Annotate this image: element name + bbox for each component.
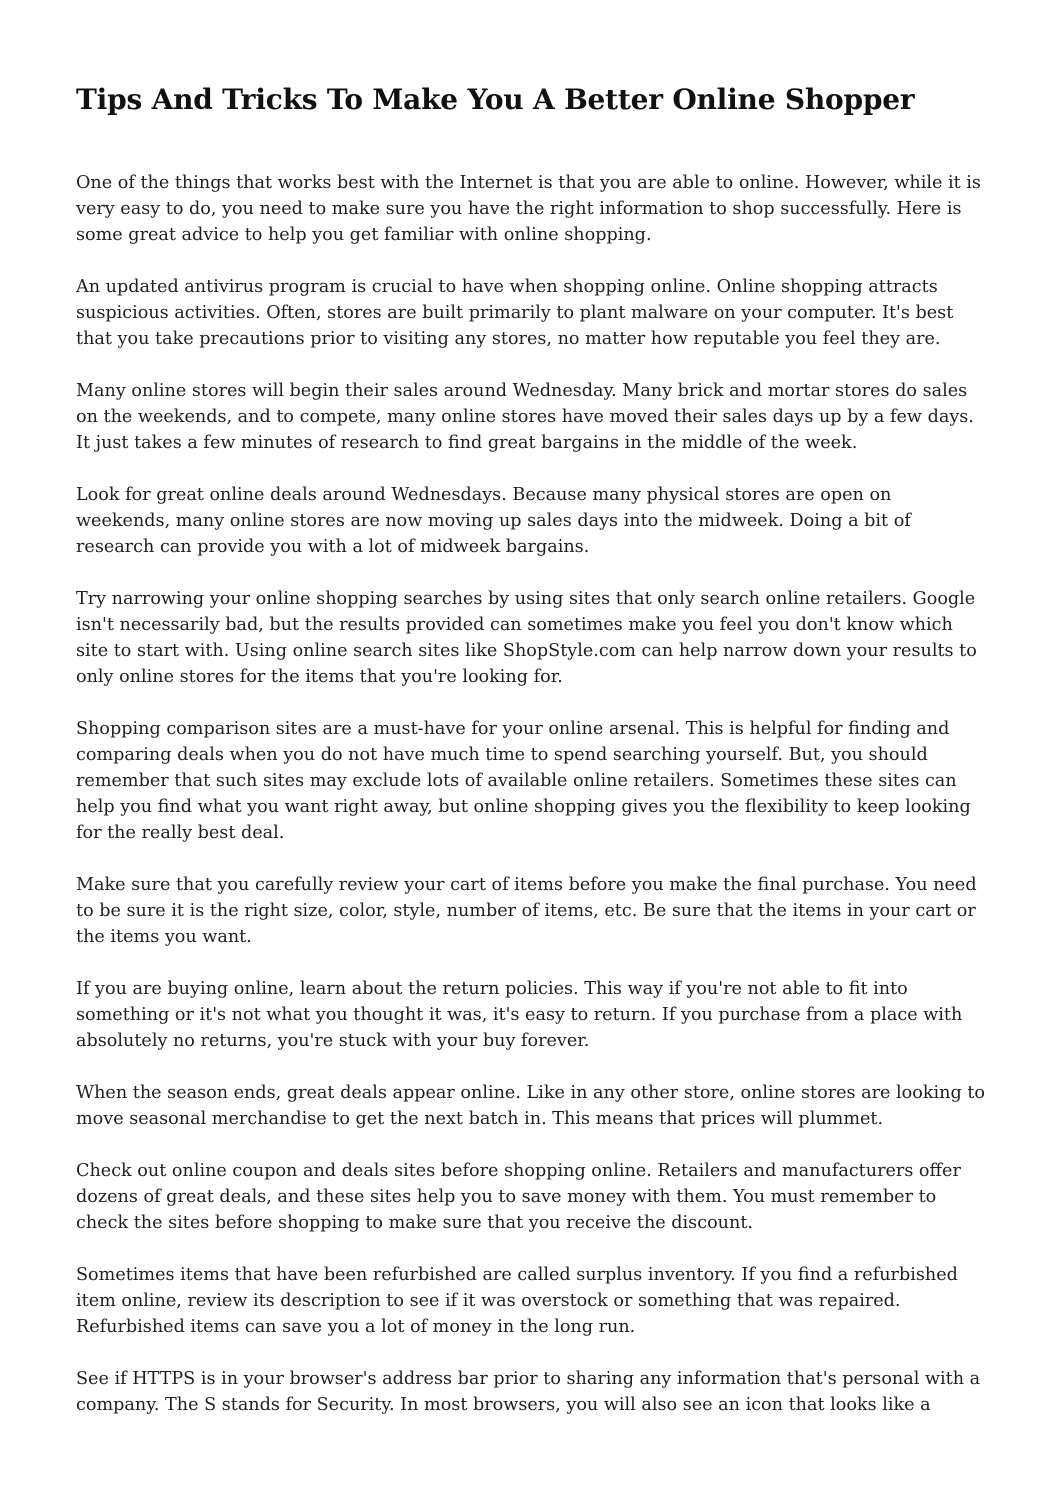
paragraph-8: If you are buying online, learn about the return policies. This way if you're not able to fit into something or it's not what you thought it was, it's easy to return. If you purchase from a place with absolutely no returns, you're stuck with your buy forever. [76, 979, 963, 1051]
paragraph-11: Sometimes items that have been refurbished are called surplus inventory. If you find a refurbished item online, review its description to see if it was overstock or something that was repaired. Refurbished items can save you a lot of money in the long run. [76, 1265, 958, 1337]
paragraph-1: One of the things that works best with the Internet is that you are able to online. However, while it is very easy to do, you need to make sure you have the right information to shop successfully. Here is some great advice to help you get familiar with online shopping. [76, 173, 981, 245]
paragraph-4: Look for great online deals around Wednesdays. Because many physical stores are open on weekends, many online stores are now moving up sales days into the midweek. Doing a bit of research can provide you with a lot of midweek bargains. [76, 485, 911, 557]
paragraph-2: An updated antivirus program is crucial to have when shopping online. Online shopping attracts suspicious activities. Often, stores are built primarily to plant malware on your computer. It's best that you take precautions prior to visiting any stores, no matter how reputable you feel they are. [76, 277, 954, 349]
document-page [76, 82, 988, 1444]
paragraph-7: Make sure that you carefully review your cart of items before you make the final purchase. You need to be sure it is the right size, color, style, number of items, etc. Be sure that the items in your cart or the items you want. [76, 875, 977, 947]
paragraph-9: When the season ends, great deals appear online. Like in any other store, online stores are looking to move seasonal merchandise to get the next batch in. This means that prices will plummet. [76, 1083, 986, 1129]
paragraph-5: Try narrowing your online shopping searches by using sites that only search online retailers. Google isn't necessarily bad, but the results provided can sometimes make you feel you don't know which site to start with. Using online search sites like ShopStyle.com can help narrow down your results to only online stores for the items that you're looking for. [76, 589, 977, 687]
paragraph-3: Many online stores will begin their sales around Wednesday. Many brick and mortar stores do sales on the weekends, and to compete, many online stores have moved their sales days up by a few days. It just takes a few minutes of research to find great bargains in the middle of the week. [76, 381, 974, 453]
paragraph-6: Shopping comparison sites are a must-have for your online arsenal. This is helpful for finding and comparing deals when you do not have much time to spend searching yourself. But, you should remember that such sites may exclude lots of available online retailers. Sometimes these sites can help you find what you want right away, but online shopping gives you the flexibility to keep looking for the really best deal. [76, 719, 971, 843]
article-title: Tips And Tricks To Make You A Better Online Shopper [76, 83, 915, 116]
paragraph-10: Check out online coupon and deals sites before shopping online. Retailers and manufacturers offer dozens of great deals, and these sites help you to save money with them. You must remember to check the sites before shopping to make sure that you receive the discount. [76, 1161, 961, 1233]
paragraph-12: See if HTTPS is in your browser's address bar prior to sharing any information that's personal with a company. The S stands for Security. In most browsers, you will also see an icon that looks like a [76, 1369, 981, 1415]
